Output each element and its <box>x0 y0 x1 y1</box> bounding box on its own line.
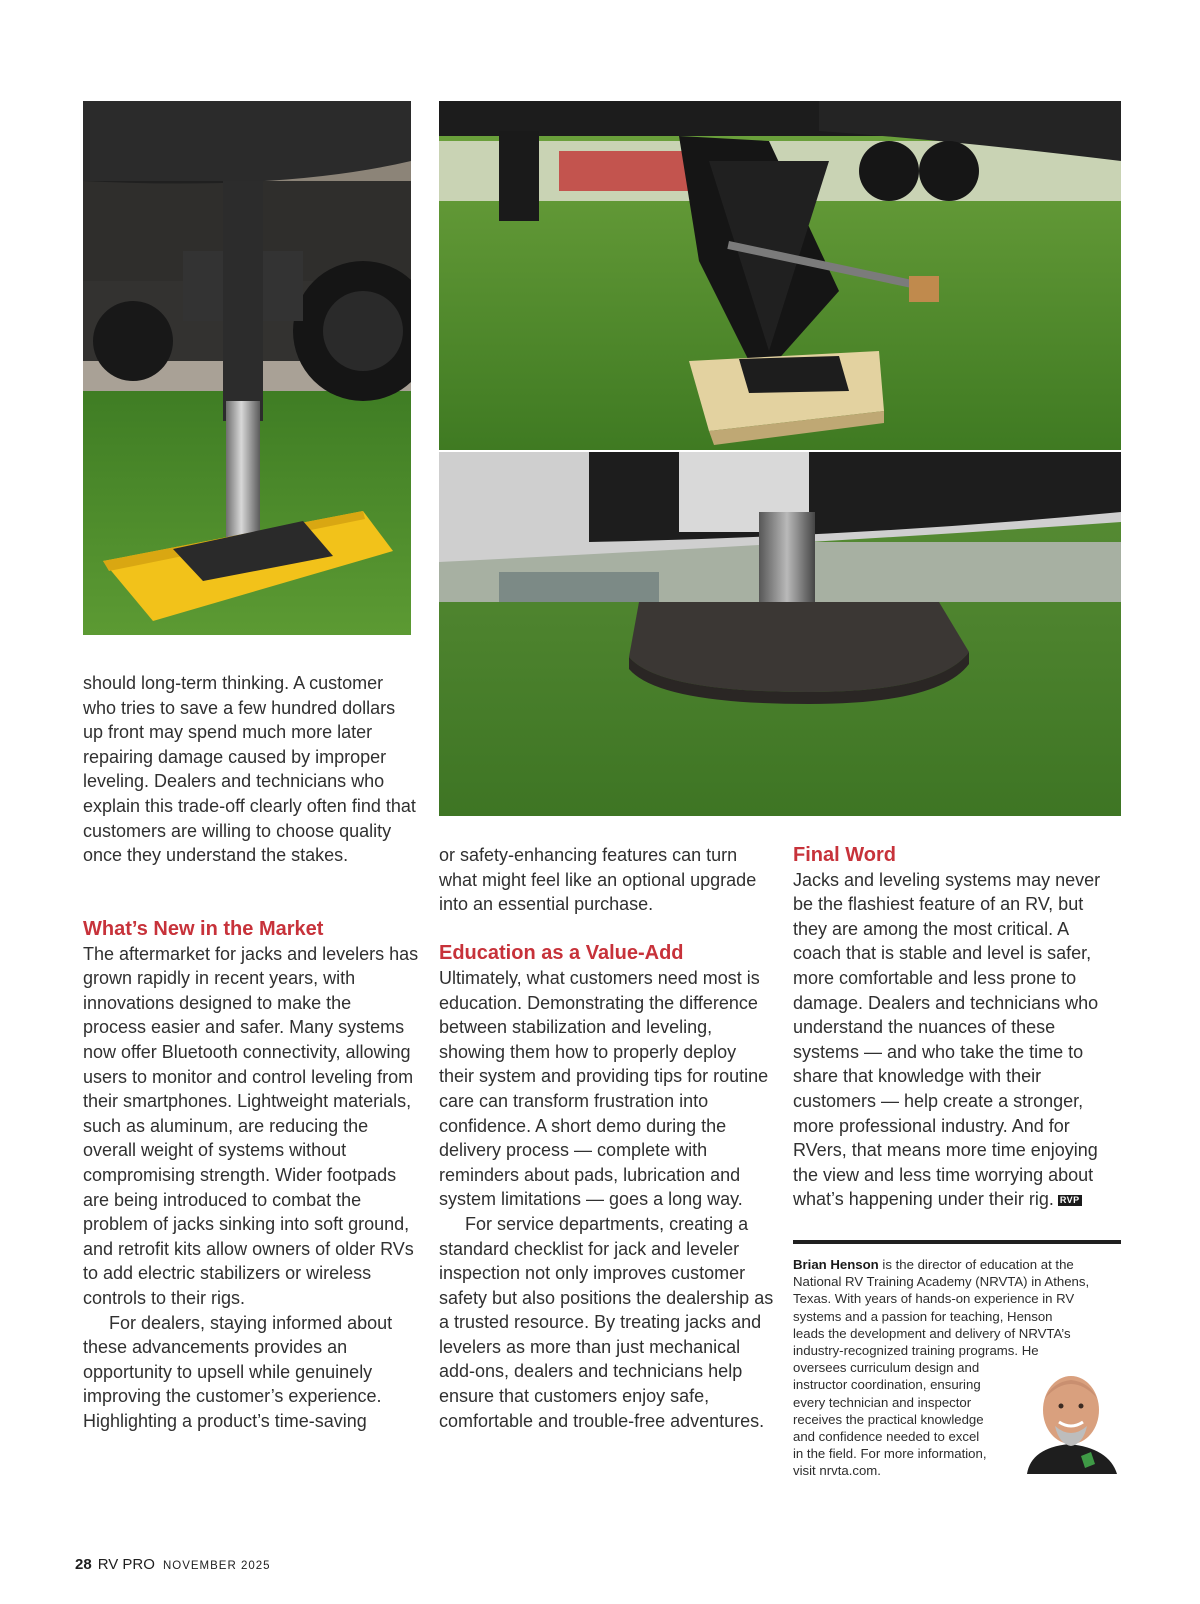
leveler-jack-footpad-in-grass-photo <box>439 452 1121 816</box>
section-heading-final-word: Final Word <box>793 844 896 866</box>
section-heading-market: What’s New in the Market <box>83 918 324 940</box>
page-footer <box>75 1555 271 1576</box>
article-column-2 <box>439 843 775 1433</box>
bio-line: every technician and inspector <box>793 1394 972 1410</box>
body-paragraph: Ultimately, what customers need most is education. Demonstrating the difference between stabilization and leveling, showing them how to properly deploy their system and providing tips for routine care can transform frustration into confidence. A short demo during the delivery process — complete with reminders about pads, lubrication and system limitations — goes a long way. <box>439 967 769 1210</box>
author-name: Brian Henson <box>793 1257 879 1272</box>
article-column-3 <box>793 843 1121 1212</box>
author-headshot-photo <box>1019 1360 1121 1474</box>
rvp-end-mark-icon: RVP <box>1059 1195 1080 1206</box>
bio-line: visit nrvta.com. <box>793 1463 881 1479</box>
body-paragraph <box>793 868 1121 1212</box>
bio-line: and confidence needed to excel <box>793 1429 980 1445</box>
bio-line: systems and a passion for teaching, Henson <box>793 1308 1053 1324</box>
section-heading-education: Education as a Value-Add <box>439 942 684 965</box>
article-column-1-top <box>83 671 419 868</box>
bio-line: oversees curriculum design and <box>793 1360 980 1376</box>
bio-line: receives the practical knowledge <box>793 1411 984 1427</box>
body-paragraph: For service departments, creating a standard checklist for jack and leveler inspection not only improves customer safety but also positions the dealership as a trusted resource. By treating jacks and levelers as more than just mechanical add-ons, dealers and technicians help ensure that customers enjoy safe, comfortable and trouble-free adventures. <box>439 1213 774 1431</box>
stabilizer-jack-on-yellow-pad-photo <box>83 101 411 635</box>
page-number: 28 <box>75 1556 92 1573</box>
bio-line: instructor coordination, ensuring <box>793 1377 981 1393</box>
bio-line-text: is the director of education at the <box>878 1257 1074 1272</box>
bio-line: industry-recognized training programs. He <box>793 1343 1039 1359</box>
magazine-name: RV PRO <box>97 1556 155 1573</box>
bio-line: Texas. With years of hands-on experience in RV <box>793 1291 1075 1307</box>
bio-line: National RV Training Academy (NRVTA) in Athens, <box>793 1274 1090 1290</box>
body-paragraph: The aftermarket for jacks and levelers has grown rapidly in recent years, with innovations designed to make the process easier and safer. Many systems now offer Bluetooth connectivity, allowing users to monitor and control leveling from their smartphones. Lightweight materials, such as aluminum, are reducing the overall weight of systems without compromising strength. Wider footpads are being introduced to combat the problem of jacks sinking into soft ground, and retrofit kits allow owners of older RVs to add electric stabilizers or wireless controls to their rigs. <box>83 943 419 1308</box>
paragraph-gap <box>439 917 775 942</box>
body-paragraph: or safety-enhancing features can turn what might feel like an optional upgrade into an essential purchase. <box>439 845 757 915</box>
issue-date: NOVEMBER 2025 <box>162 1560 271 1572</box>
bio-divider <box>793 1240 1121 1244</box>
article-column-1-bottom <box>83 917 419 1433</box>
bio-line: in the field. For more information, <box>793 1446 987 1462</box>
bio-line <box>793 1256 1121 1273</box>
body-paragraph: For dealers, staying informed about these advancements provides an opportunity to upsell while genuinely improving the customer’s experience. Highlighting a product’s time-saving <box>83 1312 393 1431</box>
final-word-text: Jacks and leveling systems may never be the flashiest feature of an RV, but they are among the most critical. A coach that is stable and level is safer, more comfortable and less prone to damage. Dealers and technicians who understand the nuances of these systems — and who take the time to share that knowledge with their customers — help create a stronger, more professional industry. And for RVers, that means more time enjoying the view and less time worrying about what’s happening under their rig. <box>793 869 1101 1210</box>
body-paragraph: should long-term thinking. A customer who tries to save a few hundred dollars up front may spend much more later repairing damage caused by improper leveling. Dealers and technicians who explain this trade-off clearly often find that customers are willing to choose quality once they understand the stakes. <box>83 673 416 866</box>
bio-line: leads the development and delivery of NRVTA’s <box>793 1325 1071 1341</box>
scissor-jack-on-wood-block-photo <box>439 101 1121 450</box>
